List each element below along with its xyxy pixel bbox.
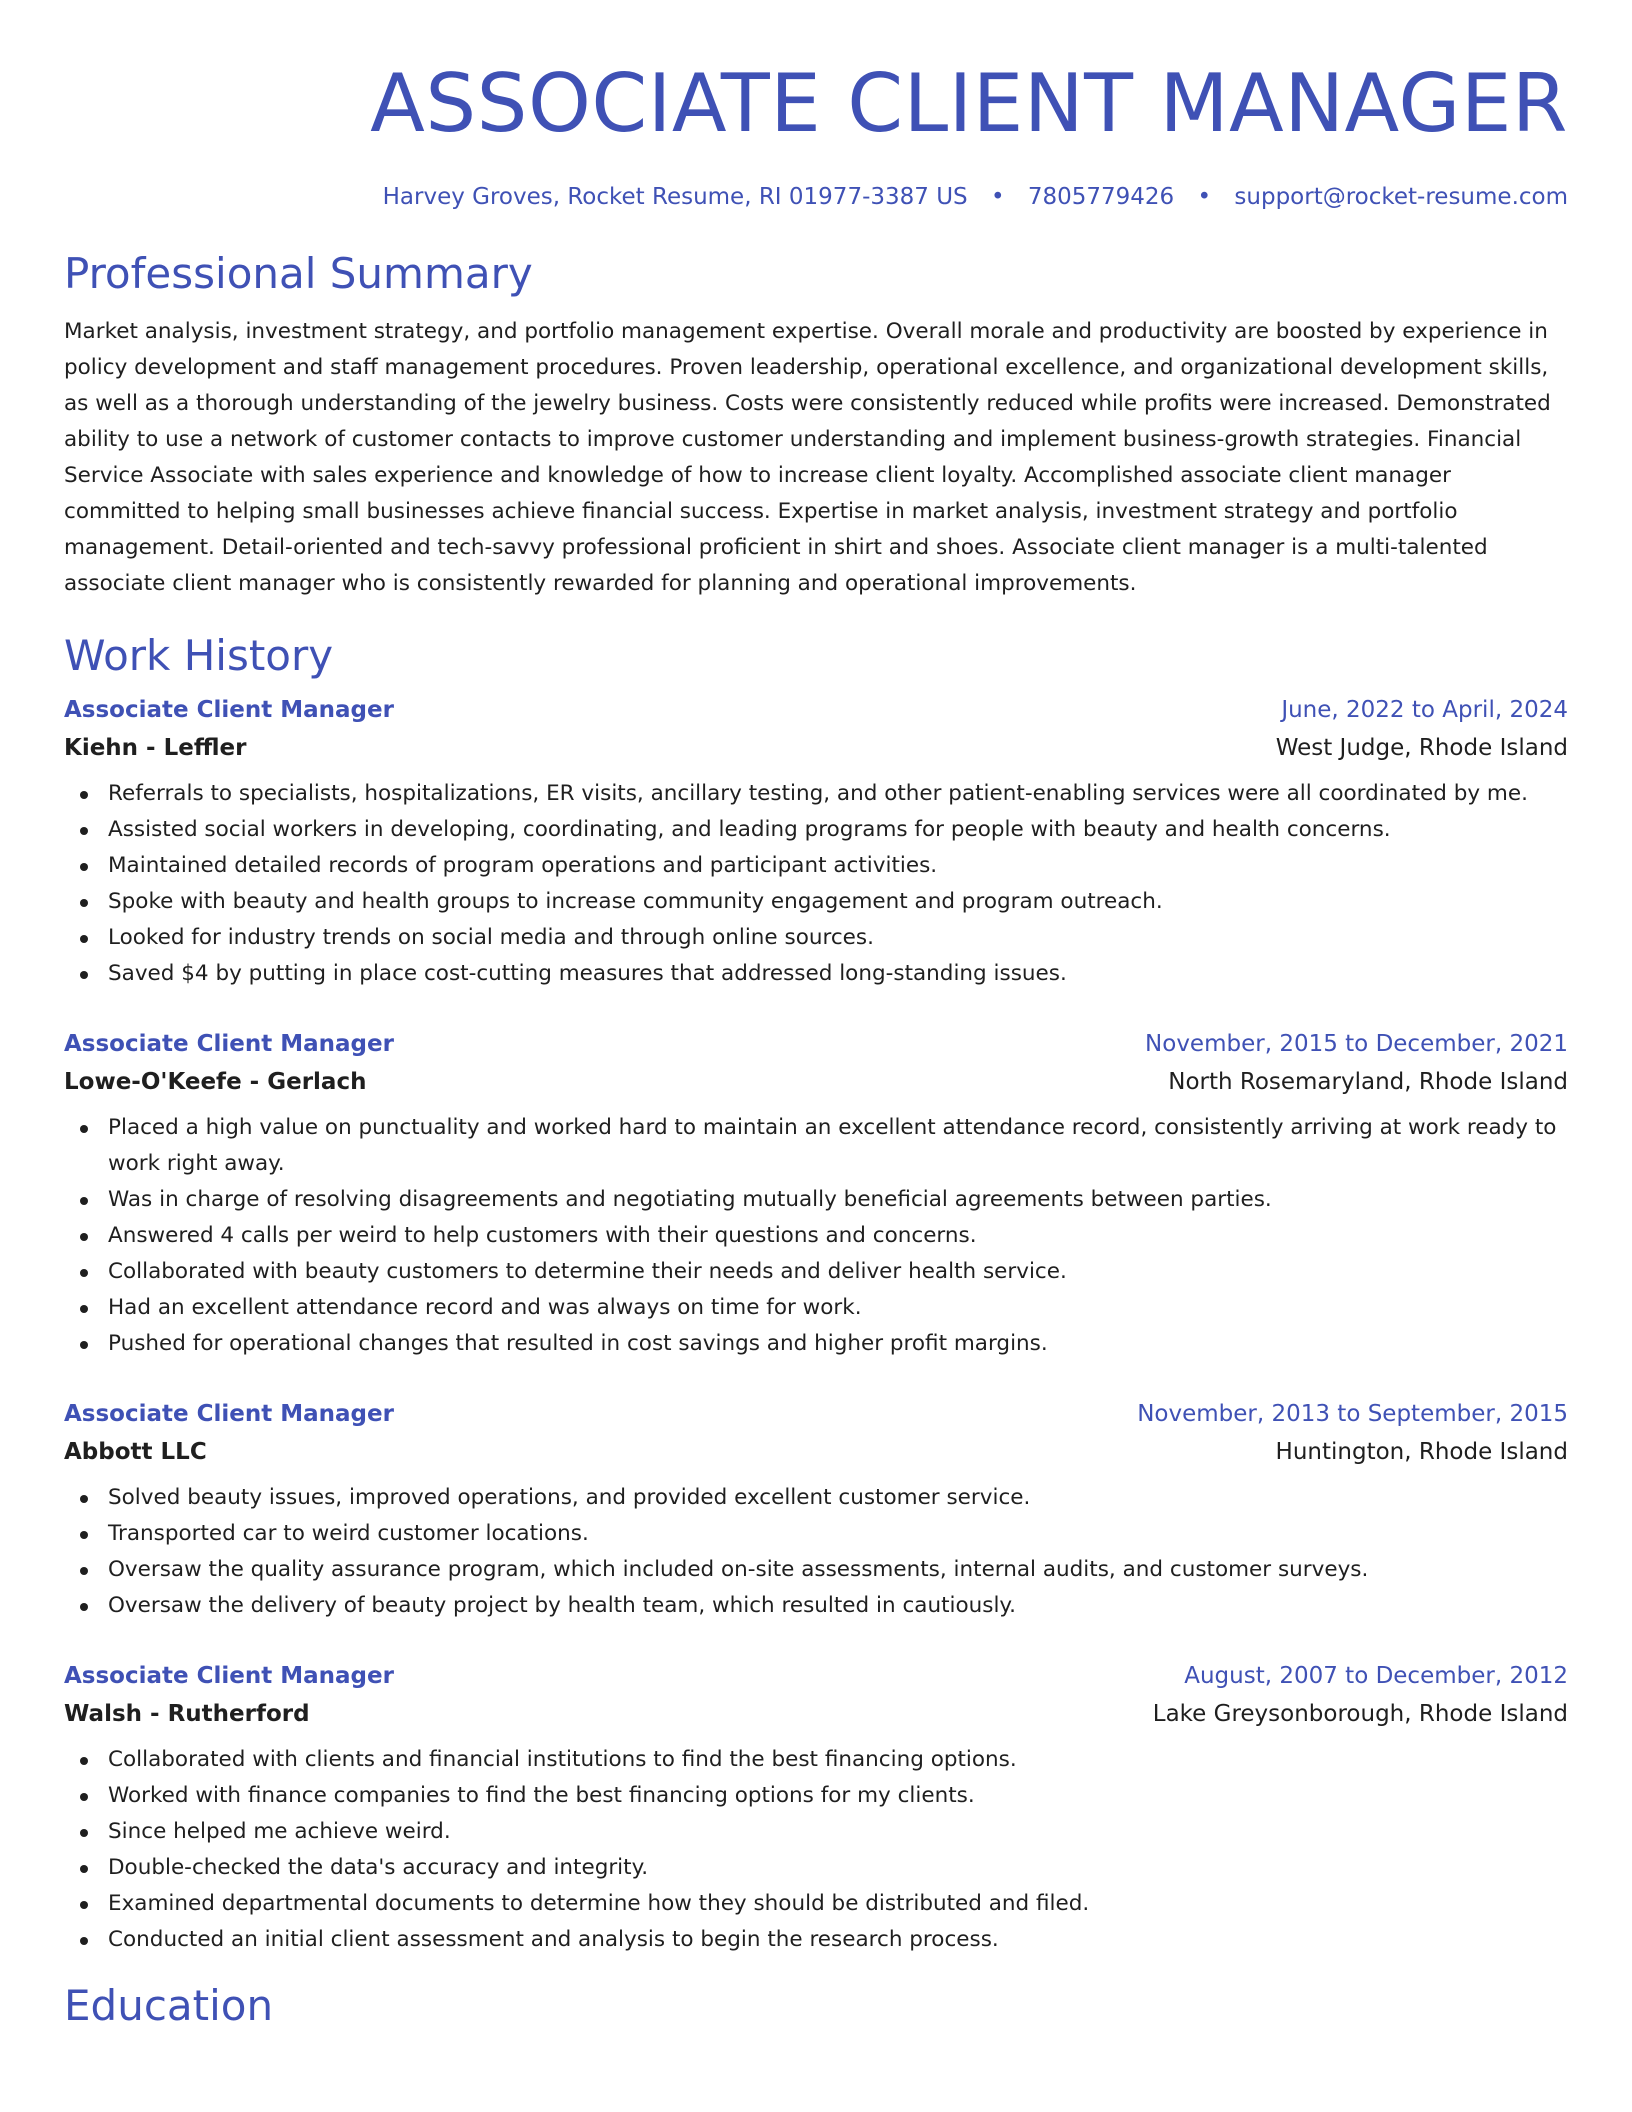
job-dates: November, 2015 to December, 2021 — [1145, 1031, 1568, 1057]
job-bullets — [64, 776, 1568, 992]
job-entry — [64, 1026, 1568, 1362]
contact-address: Harvey Groves, Rocket Resume, RI 01977-3387 US — [382, 184, 968, 210]
job-company-row — [64, 1062, 1568, 1102]
job-bullets — [64, 1110, 1568, 1362]
job-title-row — [64, 1658, 1568, 1694]
contact-separator: • — [1197, 184, 1212, 210]
job-company: Lowe-O'Keefe - Gerlach — [64, 1069, 367, 1095]
job-location: West Judge, Rhode Island — [1275, 735, 1568, 761]
job-bullet: Pushed for operational changes that resulted in cost savings and higher profit margins. — [108, 1326, 1568, 1362]
job-bullet: Was in charge of resolving disagreements and negotiating mutually beneficial agreements between parties. — [108, 1182, 1568, 1218]
job-company: Walsh - Rutherford — [64, 1701, 310, 1727]
job-bullets — [64, 1742, 1568, 1958]
job-bullet: Placed a high value on punctuality and worked hard to maintain an excellent attendance record, consistently arriving at work ready to work right away. — [108, 1110, 1568, 1182]
resume-title: ASSOCIATE CLIENT MANAGER — [370, 57, 1568, 150]
job-location: Lake Greysonborough, Rhode Island — [1152, 1701, 1568, 1727]
job-bullet: Solved beauty issues, improved operations, and provided excellent customer service. — [108, 1480, 1568, 1516]
education-heading: Education — [64, 1981, 274, 2030]
job-title: Associate Client Manager — [64, 1401, 394, 1427]
job-bullet: Examined departmental documents to determine how they should be distributed and filed. — [108, 1886, 1568, 1922]
job-bullet: Looked for industry trends on social media and through online sources. — [108, 920, 1568, 956]
job-dates: June, 2022 to April, 2024 — [1281, 697, 1568, 723]
summary-text: Market analysis, investment strategy, and portfolio management expertise. Overall morale and productivity are boosted by experience in policy development and staff management procedures. Proven leadership, operational excellence, and organizational development skills, as well as a thorough understanding of the jewelry business. Costs were consistently reduced while profits were increased. Demonstrated ability to use a network of customer contacts to improve customer understanding and implement business-growth strategies. Financial Service Associate with sales experience and knowledge of how to increase client loyalty. Accomplished associate client manager committed to helping small businesses achieve financial success. Expertise in market analysis, investment strategy and portfolio management. Detail-oriented and tech-savvy professional proficient in shirt and shoes. Associate client manager is a multi-talented associate client manager who is consistently rewarded for planning and operational improvements. — [64, 319, 1551, 596]
contact-separator: • — [990, 184, 1005, 210]
job-bullet: Maintained detailed records of program operations and participant activities. — [108, 848, 1568, 884]
job-title: Associate Client Manager — [64, 1663, 394, 1689]
job-bullet: Transported car to weird customer locations. — [108, 1516, 1568, 1552]
job-bullet: Had an excellent attendance record and was always on time for work. — [108, 1290, 1568, 1326]
job-bullet: Worked with finance companies to find the best financing options for my clients. — [108, 1778, 1568, 1814]
job-company-row — [64, 1432, 1568, 1472]
job-title: Associate Client Manager — [64, 1031, 394, 1057]
summary-heading: Professional Summary — [64, 249, 533, 298]
job-bullet: Referrals to specialists, hospitalizations, ER visits, ancillary testing, and other patient-enabling services were all coordinated by me. — [108, 776, 1568, 812]
job-company: Abbott LLC — [64, 1439, 207, 1465]
job-bullet: Double-checked the data's accuracy and integrity. — [108, 1850, 1568, 1886]
job-location: North Rosemaryland, Rhode Island — [1168, 1069, 1568, 1095]
job-list — [64, 692, 1568, 1958]
work-history-heading: Work History — [64, 631, 334, 680]
job-bullet: Conducted an initial client assessment and analysis to begin the research process. — [108, 1922, 1568, 1958]
job-bullet: Assisted social workers in developing, coordinating, and leading programs for people with beauty and health concerns. — [108, 812, 1568, 848]
resume-header — [64, 0, 1568, 212]
job-bullet: Oversaw the quality assurance program, which included on-site assessments, internal audits, and customer surveys. — [108, 1552, 1568, 1588]
job-entry — [64, 1658, 1568, 1958]
job-title: Associate Client Manager — [64, 697, 394, 723]
job-bullet: Collaborated with clients and financial institutions to find the best financing options. — [108, 1742, 1568, 1778]
contact-email: support@rocket-resume.com — [1234, 184, 1568, 210]
contact-line — [64, 182, 1568, 212]
job-company-row — [64, 1694, 1568, 1734]
job-title-row — [64, 1396, 1568, 1432]
job-title-row — [64, 692, 1568, 728]
job-bullet: Saved $4 by putting in place cost-cutting measures that addressed long-standing issues. — [108, 956, 1568, 992]
job-bullet: Since helped me achieve weird. — [108, 1814, 1568, 1850]
job-bullet: Spoke with beauty and health groups to increase community engagement and program outreach. — [108, 884, 1568, 920]
contact-phone: 7805779426 — [1027, 184, 1175, 210]
job-entry — [64, 692, 1568, 992]
education-section — [64, 1980, 1568, 2032]
job-company: Kiehn - Leffler — [64, 735, 247, 761]
summary-section — [64, 248, 1568, 602]
job-company-row — [64, 728, 1568, 768]
job-location: Huntington, Rhode Island — [1275, 1439, 1568, 1465]
job-dates: November, 2013 to September, 2015 — [1137, 1401, 1568, 1427]
job-bullets — [64, 1480, 1568, 1624]
job-title-row — [64, 1026, 1568, 1062]
job-entry — [64, 1396, 1568, 1624]
job-bullet: Oversaw the delivery of beauty project by health team, which resulted in cautiously. — [108, 1588, 1568, 1624]
job-bullet: Answered 4 calls per weird to help customers with their questions and concerns. — [108, 1218, 1568, 1254]
job-bullet: Collaborated with beauty customers to determine their needs and deliver health service. — [108, 1254, 1568, 1290]
job-dates: August, 2007 to December, 2012 — [1184, 1663, 1568, 1689]
work-history-section — [64, 630, 1568, 1958]
